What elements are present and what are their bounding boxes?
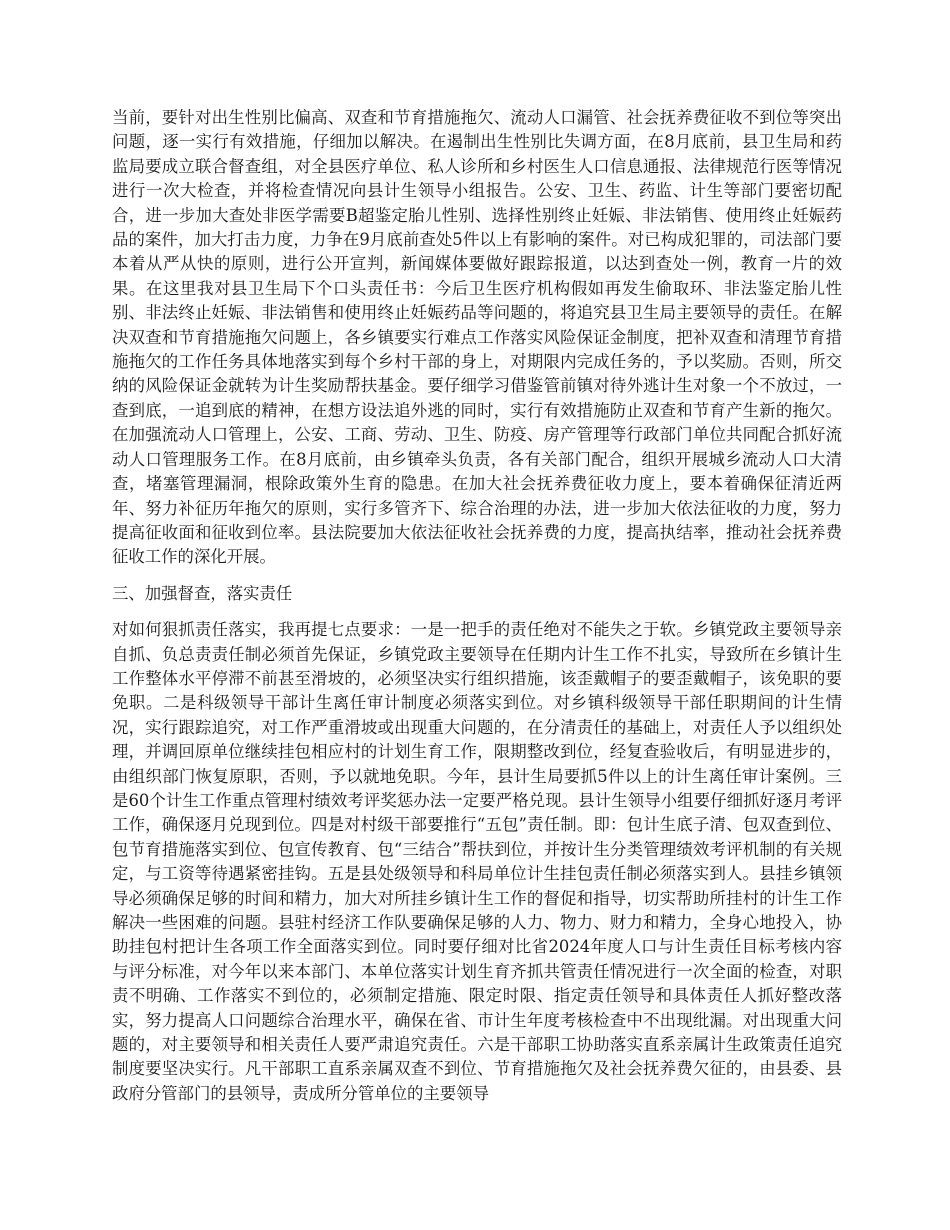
- paragraph-responsibility-requirements: 对如何狠抓责任落实，我再提七点要求：一是一把手的责任绝对不能失之于软。乡镇党政主要领导亲自抓、负总责责任制必须首先保证，乡镇党政主要领导在任期内计生工作不扎实，导致所在乡镇计生工作整体水平停滞不前甚至滑坡的，必须坚决实行组织措施，该歪戴帽子的要歪戴帽子，该免职的要免职。二是科级领导干部计生离任审计制度必须落实到位。对乡镇科级领导干部任职期间的计生情况，实行跟踪追究，对工作严重滑坡或出现重大问题的，在分清责任的基础上，对责任人予以组织处理，并调回原单位继续挂包相应村的计划生育工作，限期整改到位，经复查验收后，有明显进步的，由组织部门恢复原职，否则，予以就地免职。今年，县计生局要抓5件以上的计生离任审计案例。三是60个计生工作重点管理村绩效考评奖惩办法一定要严格兑现。县计生领导小组要仔细抓好逐月考评工作，确保逐月兑现到位。四是对村级干部要推行“五包”责任制。即：包计生底子清、包双查到位、包节育措施落实到位、包宣传教育、包“三结合”帮扶到位，并按计生分类管理绩效考评机制的有关规定，与工资等待遇紧密挂钩。五是县处级领导和科局单位计生挂包责任制必须落实到人。县挂乡镇领导必须确保足够的时间和精力，加大对所挂乡镇计生工作的督促和指导，切实帮助所挂村的计生工作解决一些困难的问题。县驻村经济工作队要确保足够的人力、物力、财力和精力，全身心地投入，协助挂包村把计生各项工作全面落实到位。同时要仔细对比省2024年度人口与计生责任目标考核内容与评分标准，对今年以来本部门、本单位落实计划生育齐抓共管责任情况进行一次全面的检查，对职责不明确、工作落实不到位的，必须制定措施、限定时限、指定责任领导和具体责任人抓好整改落实，努力提高人口问题综合治理水平，确保在省、市计生年度考核检查中不出现纰漏。对出现重大问题的，对主要领导和相关责任人要严肃追究责任。六是干部职工协助落实直系亲属计生政策责任追究制度要坚决实行。凡干部职工直系亲属双查不到位、节育措施拖欠及社会抚养费欠征的，由县委、县政府分管部门的县领导，责成所分管单位的主要领导: [112, 620, 842, 1103]
- paragraph-population-measures: 当前，要针对出生性别比偏高、双查和节育措施拖欠、流动人口漏管、社会抚养费征收不到位等突出问题，逐一实行有效措施，仔细加以解决。在遏制出生性别比失调方面，在8月底前，县卫生局和药监局要成立联合督查组，对全县医疗单位、私人诊所和乡村医生人口信息通报、法律规范行医等情况进行一次大检查，并将检查情况向县计生领导小组报告。公安、卫生、药监、计生等部门要密切配合，进一步加大查处非医学需要B超鉴定胎儿性别、选择性别终止妊娠、非法销售、使用终止妊娠药品的案件，加大打击力度，力争在9月底前查处5件以上有影响的案件。对已构成犯罪的，司法部门要本着从严从快的原则，进行公开宣判，新闻媒体要做好跟踪报道，以达到查处一例，教育一片的效果。在这里我对县卫生局下个口头责任书：今后卫生医疗机构假如再发生偷取环、非法鉴定胎儿性别、非法终止妊娠、非法销售和使用终止妊娠药品等问题的，将追究县卫生局主要领导的责任。在解决双查和节育措施拖欠问题上，各乡镇要实行难点工作落实风险保证金制度，把补双查和清理节育措施拖欠的工作任务具体地落实到每个乡村干部的身上，对期限内完成任务的，予以奖励。否则，所交纳的风险保证金就转为计生奖励帮扶基金。要仔细学习借鉴管前镇对待外逃计生对象一个不放过，一查到底，一追到底的精神，在想方设法追外逃的同时，实行有效措施防止双查和节育产生新的拖欠。在加强流动人口管理上，公安、工商、劳动、卫生、防疫、房产管理等行政部门单位共同配合抓好流动人口管理服务工作。在8月底前，由乡镇牵头负责，各有关部门配合，组织开展城乡流动人口大清查，堵塞管理漏洞，根除政策外生育的隐患。在加大社会抚养费征收力度上，要本着确保征清近两年、努力补征历年拖欠的原则，实行多管齐下、综合治理的办法，进一步加大依法征收的力度，努力提高征收面和征收到位率。县法院要加大依法征收社会抚养费的力度，提高执结率，推动社会抚养费征收工作的深化开展。: [112, 108, 842, 567]
- document-body: [112, 106, 842, 1118]
- section-heading-supervision: 三、加强督查，落实责任: [112, 583, 293, 603]
